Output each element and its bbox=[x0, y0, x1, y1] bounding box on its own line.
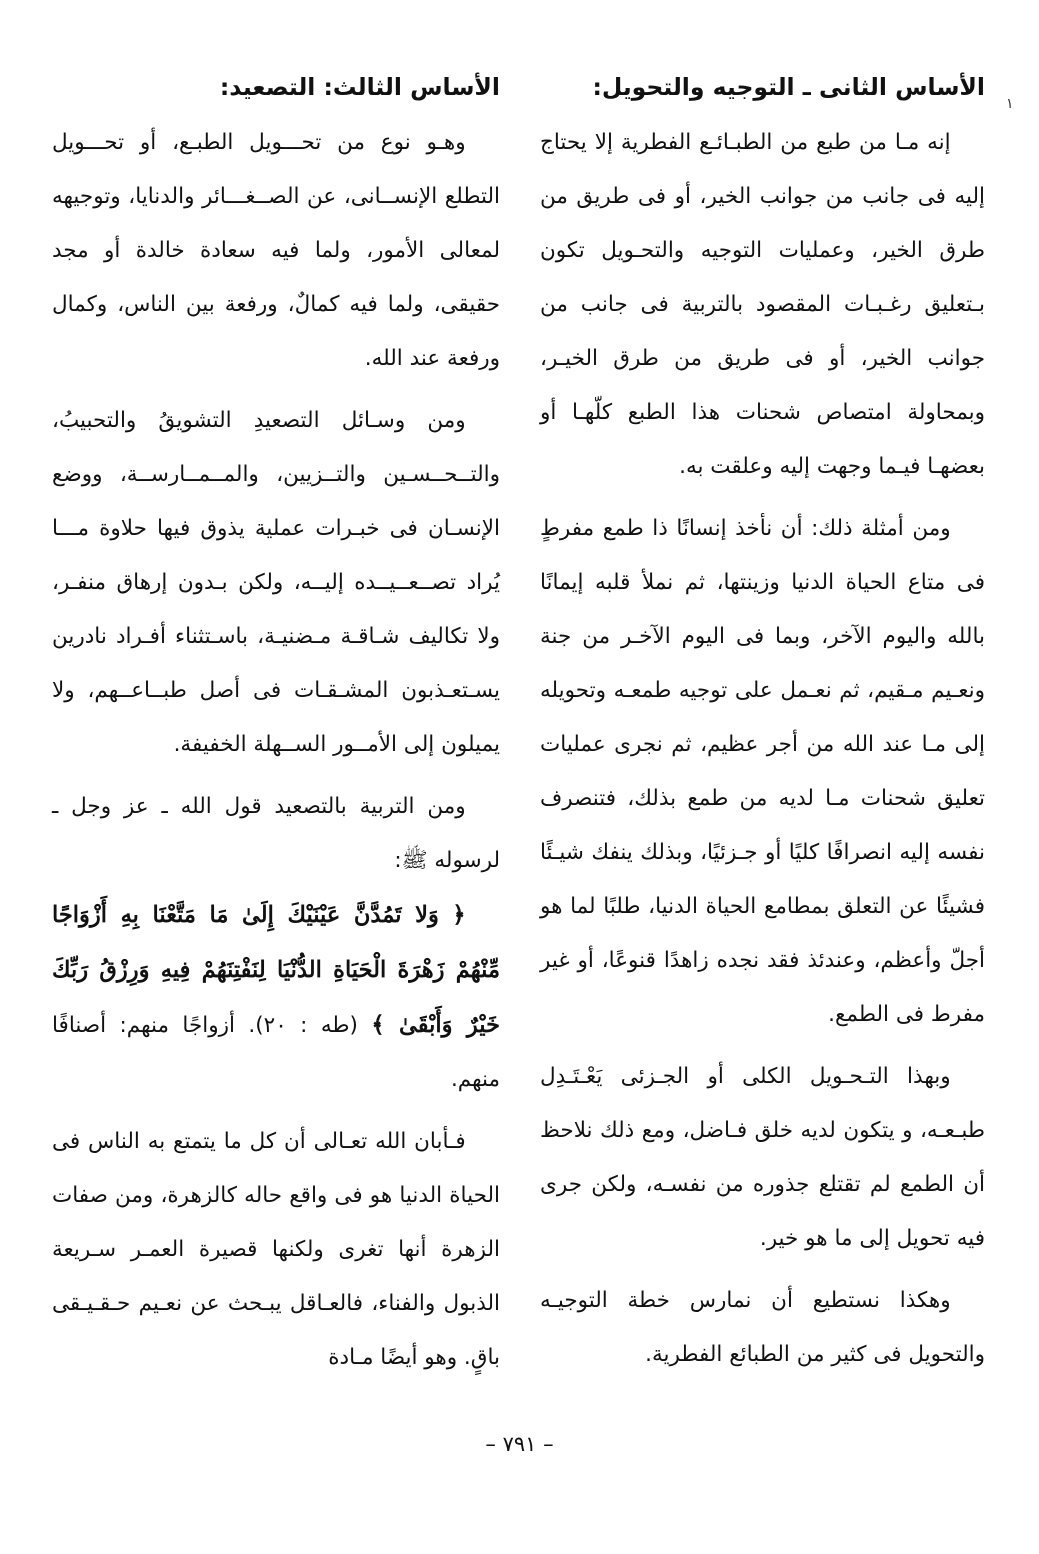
paragraph: إنه مـا من طبع من الطبـائـع الفطرية إلا يحتاج إليه فى جانب من جوانب الخير، أو فى طريق من طرق الخير، وعمليات التوجيه والتحـويل تكون بـتعليق رغـبـات المقصود بالتربية فى جانب من جوانب الخير، أو فى طريق من طرق الخيـر، وبمحاولة امتصاص شحنات هذا الطبع كلّهـا أو بعضهـا فيـما وجهت إليه وعلقت به. bbox=[540, 130, 985, 479]
paragraph: ومن أمثلة ذلك: أن نأخذ إنسانًا ذا طمع مفرطٍ فى متاع الحياة الدنيا وزينتها، ثم نملأ قلبه إيمانًا بالله واليوم الآخر، وبما فى اليوم الآخـر من جنة ونعـيم مـقيم، ثم نعـمل على توجيه طمعـه وتحويله إلى مـا عند الله من أجر عظيم، ثم نجرى عمليات تعليق شحنات مـا لديه من طمع بذلك، فتنصرف نفسه إليه انصرافًا كليًا أو جـزئيًا، وبذلك ينفك شيـئًا فشيئًا عن التعلق بمطامع الحياة الدنيا، طلبًا لما هو أجلّ وأعظم، وعندئذ فقد نجده زاهدًا قنوعًا، أو غير مفرط فى الطمع. bbox=[540, 516, 985, 1027]
paragraph: فـأبان الله تعـالى أن كل ما يتمتع به الناس فى الحياة الدنيا هو فى واقع حاله كالزهرة، ومن صفات الزهرة أنها تغرى ولكنها قصيرة العمـر سـريعة الذبول والفناء، فالعـاقل يبـحث عن نعـيم حـقـيـقى باقٍ. وهو أيضًا مـادة bbox=[52, 1129, 500, 1370]
quran-verse: ﴿ وَلا تَمُدَّنَّ عَيْنَيْكَ إِلَىٰ مَا مَتَّعْنَا بِهِ أَزْوَاجًا مِّنْهُمْ زَهْرَةَ الْحَيَاةِ الدُّنْيَا لِنَفْتِنَهُمْ فِيهِ وَرِزْقُ رَبِّكَ خَيْرٌ وَأَبْقَىٰ ﴾ bbox=[52, 902, 501, 1038]
paragraph: ومن التربية بالتصعيد قول الله ـ عز وجل ـ لرسوله ﷺ: bbox=[52, 794, 500, 873]
margin-mark: ١ bbox=[1006, 96, 1014, 112]
paragraph: وهـو نوع من تحـــويل الطبـع، أو تحـــويل التطلع الإنســانى، عن الصــغـــائر والدنايا، وتوجيهه لمعالى الأمور، ولما فيه سعادة خالدة أو مجد حقيقى، ولما فيه كمالٌ، ورفعة بين الناس، وكمال ورفعة عند الله. bbox=[52, 130, 500, 371]
paragraph: وبهذا التـحـويل الكلى أو الجـزئى يَعْـتَـدِل طبـعـه، و يتكون لديه خلق فـاضل، ومع ذلك نلاحظ أن الطمع لم تقتلع جذوره من نفسـه، ولكن جرى فيه تحويل إلى ما هو خير. bbox=[540, 1064, 985, 1251]
verse-reference: (طه : ٢٠). أزواجًا منهم: أصنافًا منهم. bbox=[52, 1013, 500, 1092]
section-heading-third-foundation: الأساس الثالث: التصعيد: bbox=[219, 73, 500, 101]
paragraph: ومن وسـائل التصعيدِ التشويقُ والتحبيبُ، والتــحــسـين والتــزيين، والمــمــارســة، ووضع الإنسـان فى خبـرات عملية يذوق فيها حلاوة مـــا يُراد تصــعــيــده إليــه، ولكن بـدون إرهاق منفـر، ولا تكاليف شـاقـة مـضنيـة، باسـتثناء أفـراد نادرين يسـتعـذبون المشـقـات فى أصل طبــاعــهم، ولا يميلون إلى الأمــور الســهلة الخفيفة. bbox=[52, 408, 500, 757]
left-column bbox=[52, 60, 500, 1385]
quran-verse-paragraph bbox=[52, 888, 500, 1107]
paragraph: وهكذا نستطيع أن نمارس خطة التوجيـه والتحويل فى كثير من الطبائع الفطرية. bbox=[540, 1288, 985, 1367]
right-column bbox=[540, 60, 985, 1382]
page-number: – ٧٩١ – bbox=[485, 1432, 554, 1456]
section-heading-second-foundation: الأساس الثانى ـ التوجيه والتحويل: bbox=[592, 73, 985, 101]
